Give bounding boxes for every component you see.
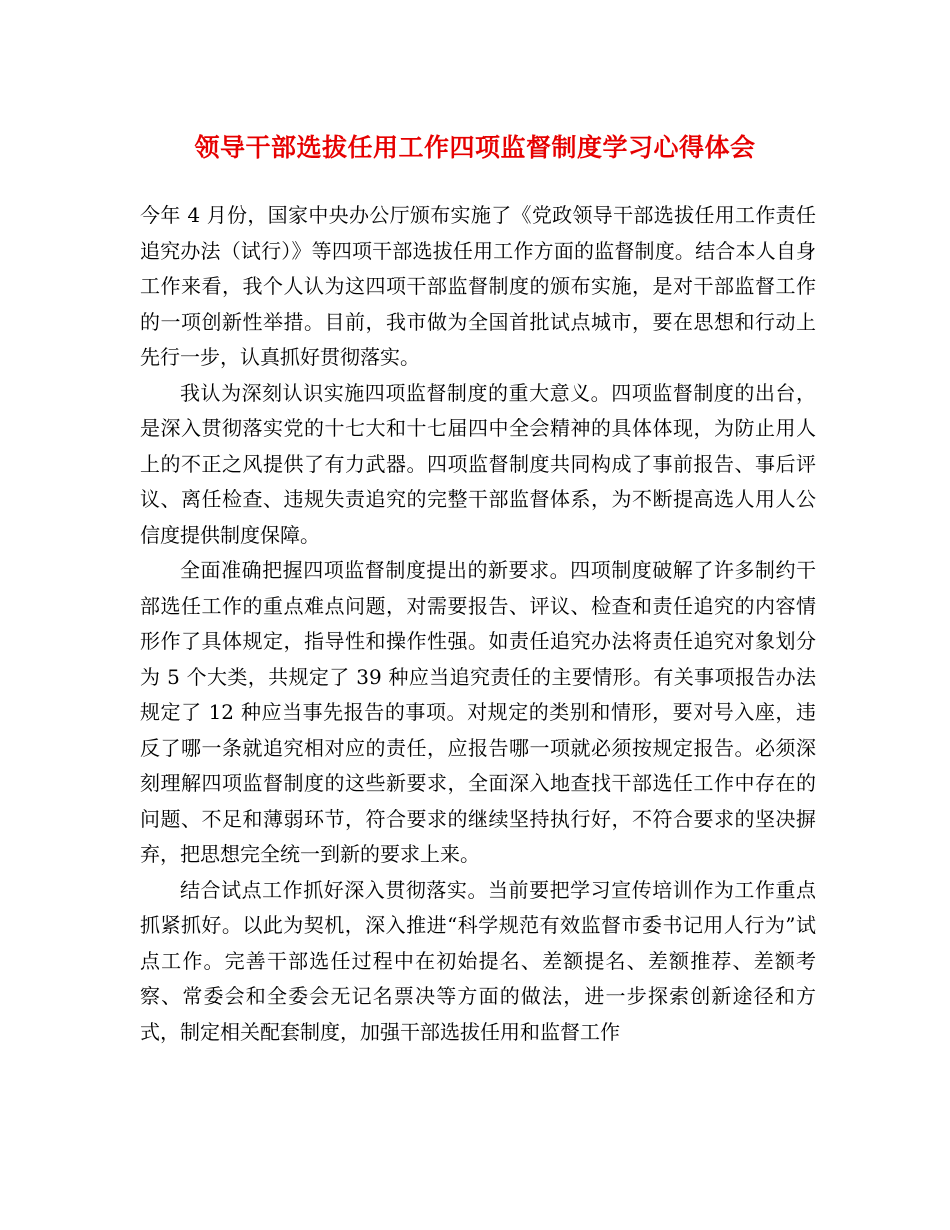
- paragraph-implementation: 结合试点工作抓好深入贯彻落实。当前要把学习宣传培训作为工作重点抓紧抓好。以此为契机，深入推进“科学规范有效监督市委书记用人行为”试点工作。完善干部选任过程中在初始提名、差额提名、差额推荐、差额考察、常委会和全委会无记名票决等方面的做法，进一步探索创新途径和方式，制定相关配套制度，加强干部选拔任用和监督工作: [140, 877, 816, 1044]
- document-body: [140, 198, 816, 1050]
- paragraph-intro: 今年 4 月份，国家中央办公厅颁布实施了《党政领导干部选拔任用工作责任追究办法（试行）》等四项干部选拔任用工作方面的监督制度。结合本人自身工作来看，我个人认为这四项干部监督制度的颁布实施，是对干部监督工作的一项创新性举措。目前，我市做为全国首批试点城市，要在思想和行动上先行一步，认真抓好贯彻落实。: [140, 203, 816, 369]
- paragraph-significance: 我认为深刻认识实施四项监督制度的重大意义。四项监督制度的出台，是深入贯彻落实党的十七大和十七届四中全会精神的具体体现，为防止用人上的不正之风提供了有力武器。四项监督制度共同构成了事前报告、事后评议、离任检查、违规失责追究的完整干部监督体系，为不断提高选人用人公信度提供制度保障。: [140, 380, 816, 547]
- document-title: 领导干部选拔任用工作四项监督制度学习心得体会: [194, 133, 756, 162]
- paragraph-requirements: 全面准确把握四项监督制度提出的新要求。四项制度破解了许多制约干部选任工作的重点难点问题，对需要报告、评议、检查和责任追究的内容情形作了具体规定，指导性和操作性强。如责任追究办法将责任追究对象划分为 5 个大类，共规定了 39 种应当追究责任的主要情形。有关事项报告办法规定了 12 种应当事先报告的事项。对规定的类别和情形，要对号入座，违反了哪一条就追究相对应的责任，应报告哪一项就必须按规定报告。必须深刻理解四项监督制度的这些新要求，全面深入地查找干部选任工作中存在的问题、不足和薄弱环节，符合要求的继续坚持执行好，不符合要求的坚决摒弃，把思想完全统一到新的要求上来。: [140, 558, 816, 866]
